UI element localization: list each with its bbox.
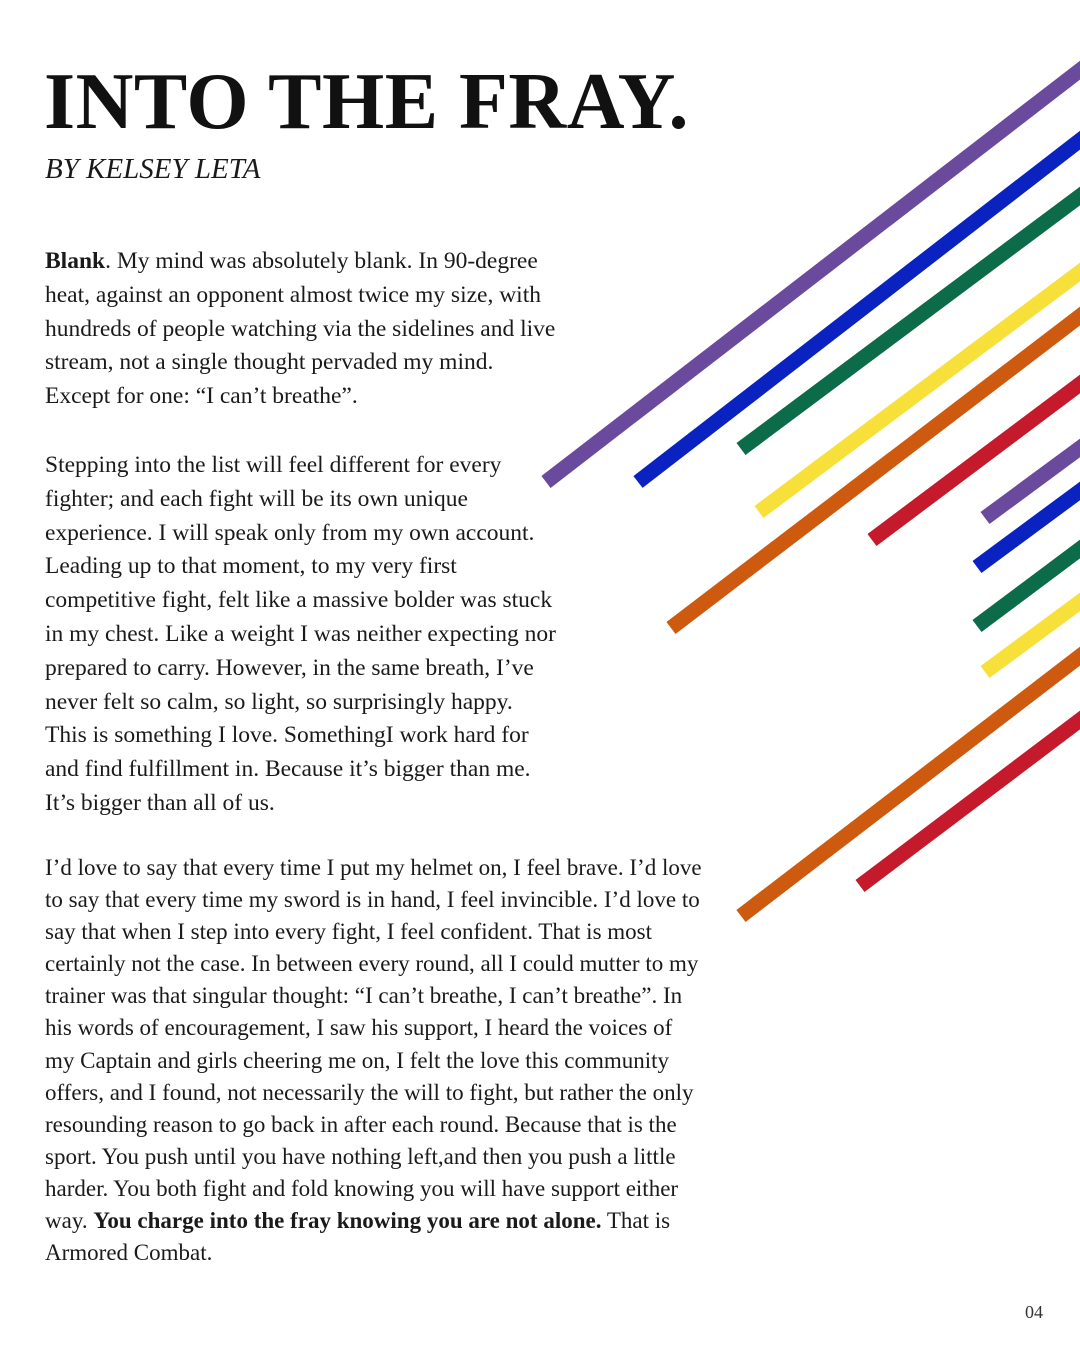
page-number: 04	[1025, 1302, 1043, 1322]
paragraph-3-line: way. You charge into the fray knowing you are not alone. That is	[45, 1208, 671, 1234]
paragraph-2-line: Stepping into the list will feel different for every	[45, 452, 502, 478]
paragraph-2-line: never felt so calm, so light, so surprisingly happy.	[45, 688, 513, 715]
paragraph-3	[45, 852, 702, 1269]
paragraph-2-line: and find fulfillment in. Because it’s bigger than me.	[45, 756, 531, 783]
paragraph-2-line: experience. I will speak only from my own account.	[45, 519, 535, 546]
paragraph-1-line: stream, not a single thought pervaded my mind.	[45, 349, 494, 376]
paragraph-1-line: Except for one: “I can’t breathe”.	[45, 383, 358, 410]
paragraph-2-line: This is something I love. SomethingI work hard for	[45, 722, 529, 749]
paragraph-3-line: resounding reason to go back in after each round. Because that is the	[45, 1111, 677, 1137]
paragraph-3-line: say that when I step into every fight, I feel confident. That is most	[45, 919, 653, 945]
paragraph-1-line: heat, against an opponent almost twice my size, with	[45, 281, 541, 308]
paragraph-3-line: Armored Combat.	[45, 1240, 213, 1266]
paragraph-2-line: prepared to carry. However, in the same breath, I’ve	[45, 654, 534, 681]
paragraph-3-line: sport. You push until you have nothing left,and then you push a little	[45, 1143, 676, 1169]
paragraph-3-line: my Captain and girls cheering me on, I felt the love this community	[45, 1047, 670, 1073]
paragraph-3-line: offers, and I found, not necessarily the will to fight, but rather the only	[45, 1079, 694, 1105]
paragraph-3-line: I’d love to say that every time I put my helmet on, I feel brave. I’d love	[45, 855, 702, 880]
emphasis-sentence: You charge into the fray knowing you are not alone.	[93, 1208, 602, 1234]
paragraph-3-line: harder. You both fight and fold knowing you will have support either	[45, 1175, 679, 1201]
stripe-green	[741, 190, 1080, 449]
paragraph-3-line: trainer was that singular thought: “I can’t breathe, I can’t breathe”. In	[45, 983, 683, 1009]
paragraph-2	[45, 449, 556, 821]
lead-word: Blank	[45, 248, 106, 274]
paragraph-2-line: It’s bigger than all of us.	[45, 789, 275, 816]
paragraph-1-line: Blank. My mind was absolutely blank. In 90-degree	[45, 248, 538, 274]
paragraph-2-line: in my chest. Like a weight I was neither expecting nor	[45, 620, 556, 647]
paragraph-3-line: to say that every time my sword is in hand, I feel invincible. I’d love to	[45, 887, 700, 913]
paragraph-3-line: certainly not the case. In between every round, all I could mutter to my	[45, 951, 699, 977]
paragraph-1	[45, 245, 555, 414]
stripe-orange-long	[741, 650, 1080, 916]
paragraph-2-line: Leading up to that moment, to my very first	[45, 553, 457, 580]
paragraph-1-line: hundreds of people watching via the sidelines and live	[45, 315, 556, 342]
paragraph-3-line: his words of encouragement, I saw his support, I heard the voices of	[45, 1015, 673, 1041]
paragraph-2-line: fighter; and each fight will be its own unique	[45, 485, 468, 512]
article-title: INTO THE FRAY.	[44, 58, 690, 146]
article-byline: BY KELSEY LETA	[45, 153, 261, 185]
paragraph-2-line: competitive fight, felt like a massive bolder was stuck	[45, 587, 553, 614]
